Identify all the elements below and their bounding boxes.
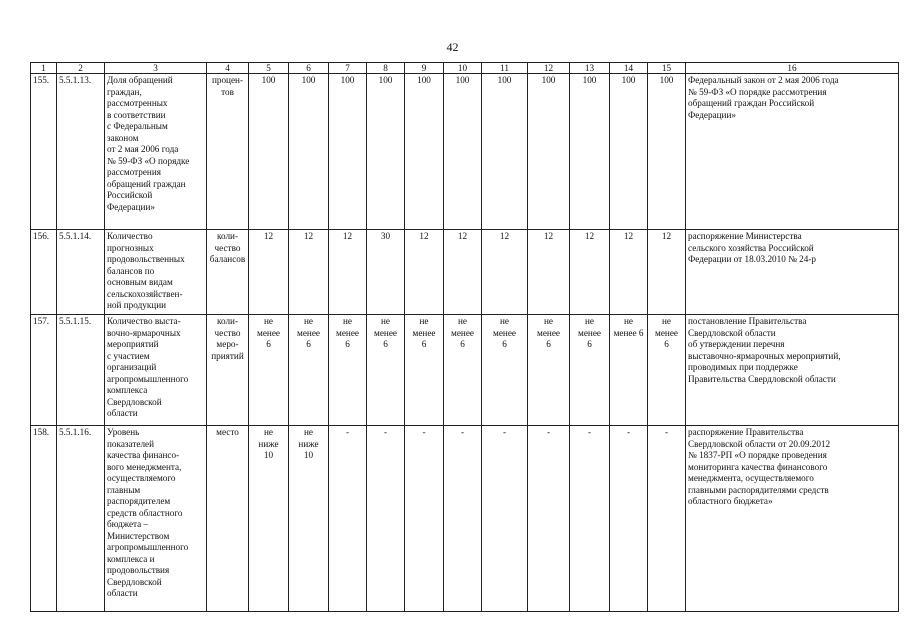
column-header: 11 [482,63,528,74]
value-cell: 100 [570,74,610,230]
column-header: 1 [31,63,57,74]
value-cell: не менее 6 [405,315,444,426]
value-cell: 12 [570,230,610,315]
legal-source: распоряжение Правительства Свердловской области от 20.09.2012 № 1837-РП «О порядке проведения мониторинга качества финансового менеджмента, осуществляемого главными распорядителями средств областного бюджета» [686,426,899,612]
value-cell: - [329,426,367,612]
indicator-name: Количество прогнозных продовольственных балансов по основным видам сельскохозяйствен- ной продукции [105,230,207,315]
value-cell: 100 [289,74,329,230]
page-number: 42 [446,40,459,54]
indicator-name: Доля обращений граждан, рассмотренных в соответствии с Федеральным законом от 2 мая 2006 года № 59-ФЗ «О порядке рассмотрения обращений граждан Российской Федерации» [105,74,207,230]
value-cell: не менее 6 [648,315,686,426]
value-cell: не менее 6 [444,315,482,426]
unit-of-measure: коли- чество балансов [207,230,249,315]
value-cell: - [405,426,444,612]
value-cell: - [444,426,482,612]
row-code: 5.5.1.13. [57,74,105,230]
value-cell: 12 [482,230,528,315]
value-cell: 100 [367,74,405,230]
value-cell: не менее 6 [570,315,610,426]
value-cell: 12 [528,230,570,315]
value-cell: 100 [648,74,686,230]
column-header: 7 [329,63,367,74]
column-header: 12 [528,63,570,74]
value-cell: - [570,426,610,612]
value-cell: 100 [528,74,570,230]
column-header: 6 [289,63,329,74]
table-row [31,74,899,230]
column-header: 2 [57,63,105,74]
value-cell: не менее 6 [329,315,367,426]
unit-of-measure: коли- чество меро- приятий [207,315,249,426]
value-cell: 100 [482,74,528,230]
value-cell: 12 [289,230,329,315]
column-header: 16 [686,63,899,74]
value-cell: - [648,426,686,612]
indicator-name: Уровень показателей качества финансо- вого менеджмента, осуществляемого главным распорядителем средств областного бюджета – Министерством агропромышленного комплекса и продовольствия Свердловской области [105,426,207,612]
row-number: 155. [31,74,57,230]
table-row [31,426,899,612]
value-cell: 12 [329,230,367,315]
row-code: 5.5.1.14. [57,230,105,315]
value-cell: 30 [367,230,405,315]
legal-source: постановление Правительства Свердловской области об утверждении перечня выставочно-ярмарочных мероприятий, проводимых при поддержке Правительства Свердловской области [686,315,899,426]
value-cell: 100 [610,74,648,230]
row-number: 156. [31,230,57,315]
value-cell: не менее 6 [249,315,289,426]
value-cell: не ниже 10 [289,426,329,612]
table-row [31,315,899,426]
table-row [31,230,899,315]
value-cell: не менее 6 [528,315,570,426]
value-cell: - [610,426,648,612]
value-cell: - [528,426,570,612]
value-cell: 12 [444,230,482,315]
column-header: 10 [444,63,482,74]
column-header: 14 [610,63,648,74]
value-cell: не менее 6 [610,315,648,426]
column-header: 8 [367,63,405,74]
value-cell: 100 [444,74,482,230]
legal-source: распоряжение Министерства сельского хозяйства Российской Федерации от 18.03.2010 № 24-р [686,230,899,315]
column-header: 3 [105,63,207,74]
value-cell: 12 [249,230,289,315]
value-cell: 12 [648,230,686,315]
value-cell: 100 [405,74,444,230]
value-cell: 100 [329,74,367,230]
indicator-name: Количество выста- вочно-ярмарочных мероприятий с участием организаций агропромышленного комплекса Свердловской области [105,315,207,426]
indicators-table [30,62,899,612]
column-header: 5 [249,63,289,74]
legal-source: Федеральный закон от 2 мая 2006 года № 59-ФЗ «О порядке рассмотрения обращений граждан Российской Федерации» [686,74,899,230]
value-cell: 12 [610,230,648,315]
table-header-row [31,63,899,74]
value-cell: не менее 6 [482,315,528,426]
row-number: 157. [31,315,57,426]
value-cell: не ниже 10 [249,426,289,612]
value-cell: не менее 6 [367,315,405,426]
value-cell: 100 [249,74,289,230]
column-header: 9 [405,63,444,74]
value-cell: - [367,426,405,612]
column-header: 15 [648,63,686,74]
row-code: 5.5.1.16. [57,426,105,612]
unit-of-measure: процен- тов [207,74,249,230]
value-cell: - [482,426,528,612]
row-code: 5.5.1.15. [57,315,105,426]
column-header: 4 [207,63,249,74]
unit-of-measure: место [207,426,249,612]
value-cell: 12 [405,230,444,315]
value-cell: не менее 6 [289,315,329,426]
row-number: 158. [31,426,57,612]
column-header: 13 [570,63,610,74]
